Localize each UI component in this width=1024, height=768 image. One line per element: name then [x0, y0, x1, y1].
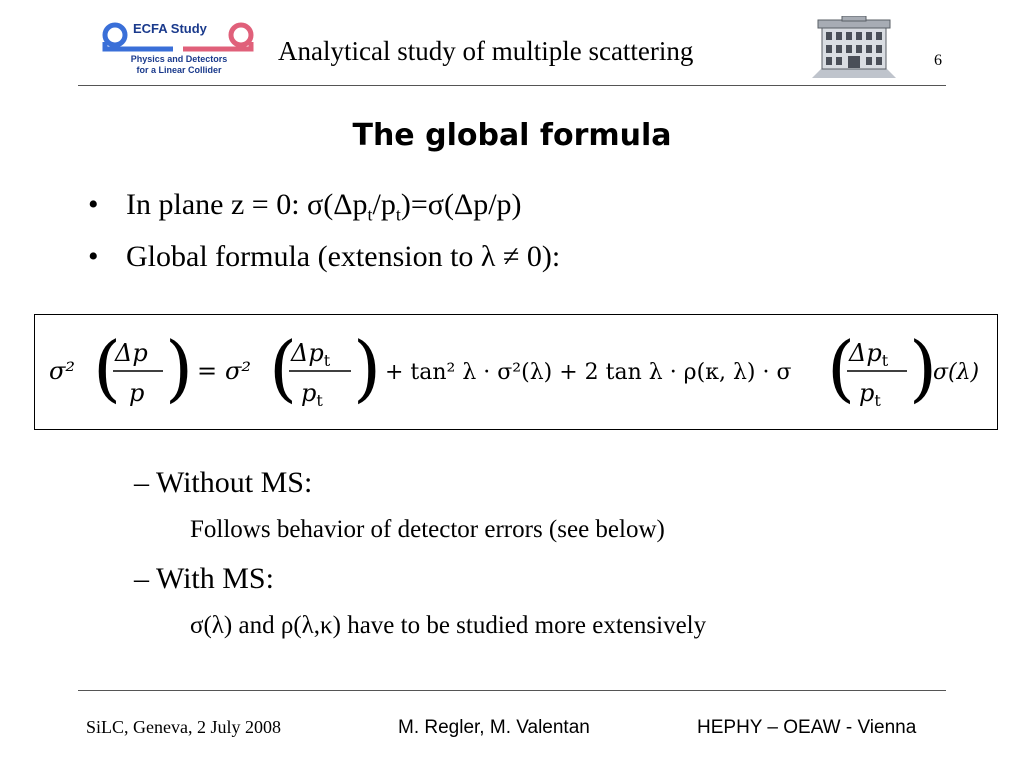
presentation-title: Analytical study of multiple scattering [278, 36, 694, 66]
svg-text:p: p [129, 379, 145, 407]
page-number: 6 [934, 52, 942, 69]
svg-text:Δp: Δp [115, 339, 148, 367]
svg-text:): ) [353, 331, 382, 410]
svg-text:pt: $p_t$ [859, 379, 881, 410]
svg-text:(: ( [269, 331, 298, 410]
sub-bullet-label: Without MS: [155, 466, 313, 499]
svg-text:): ) [165, 331, 194, 410]
logo-title: ECFA Study [133, 21, 207, 36]
svg-text:+ tan² λ · σ²(λ) + 2 tan λ · ρ: + tan² λ · σ²(λ) + 2 tan λ · ρ(κ, λ) · σ [385, 360, 792, 385]
footer-event: SiLC, Geneva, 2 July 2008 [86, 717, 281, 737]
dash-marker: – [134, 562, 149, 595]
svg-text:=: = [197, 357, 218, 385]
bullet-marker: • [88, 240, 99, 273]
sub-bullet-label: With MS: [155, 562, 274, 595]
sub-bullet-with-ms [134, 562, 274, 596]
svg-text:(: ( [93, 331, 122, 410]
bullet-marker: • [88, 188, 99, 221]
svg-text:): ) [909, 331, 938, 410]
dash-marker: – [134, 466, 149, 499]
svg-text:pt: $p_t$ [301, 379, 323, 410]
logo-subtitle: Physics and Detectors for a Linear Collider [130, 54, 228, 75]
svg-text:Δpt: $\Delta p_t$ [291, 339, 331, 370]
slide-title: The global formula [352, 118, 672, 153]
footer-authors: M. Regler, M. Valentan [398, 717, 590, 738]
global-formula-equation [45, 331, 985, 415]
sub-bullet-detail: σ(λ) and ρ(λ,κ) have to be studied more extensively [190, 612, 707, 639]
sub-bullet-detail: Follows behavior of detector errors (see below) [190, 516, 665, 543]
footer-divider [78, 690, 946, 691]
bullet-text: Global formula (extension to λ ≠ 0): [126, 240, 561, 273]
institute-building-icon [812, 16, 896, 80]
header-divider [78, 85, 946, 86]
svg-text:σ(λ): σ(λ) [933, 360, 980, 385]
svg-text:(: ( [827, 331, 856, 410]
formula-box [34, 314, 998, 430]
sub-bullet-without-ms [134, 466, 312, 500]
footer-institute: HEPHY – OEAW - Vienna [697, 717, 917, 738]
ecfa-study-logo [95, 18, 263, 82]
svg-text:σ²: σ² [49, 357, 76, 385]
svg-text:σ²: σ² [225, 357, 252, 385]
svg-text:Δpt: $\Delta p_t$ [849, 339, 889, 370]
bullet-text: In plane z = 0: $\sigma(\Delta p_t/p_t)=\sigma(\Delta p/p)$ [126, 188, 522, 225]
